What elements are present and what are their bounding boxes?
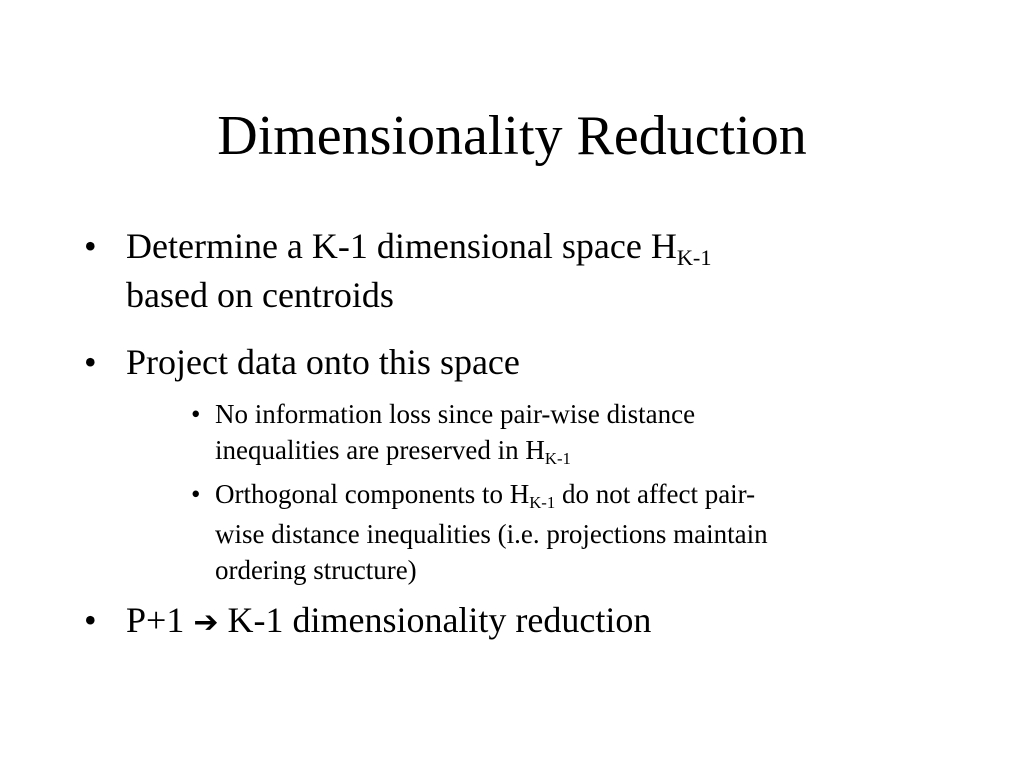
bullet-text-continuation: based on centroids	[126, 275, 394, 315]
subscript: K-1	[676, 245, 712, 271]
subscript: K-1	[544, 449, 571, 469]
bullet-text-after-arrow: K-1 dimensionality reduction	[218, 600, 652, 640]
bullet-text-line1: No information loss since pair-wise distance	[215, 399, 696, 429]
subbullet-orthogonal-components	[191, 476, 921, 588]
bullet-marker: •	[191, 399, 201, 429]
bullet-text-line1: Orthogonal components to H	[215, 479, 530, 509]
bullet-text-main: Determine a K-1 dimensional space H	[126, 226, 677, 266]
bullet-text-before-arrow: P+1	[126, 600, 194, 640]
bullet-marker: •	[191, 479, 201, 509]
bullet-determine-space	[84, 224, 914, 317]
bullet-text	[126, 598, 914, 645]
bullet-dimensionality-reduction	[84, 598, 914, 645]
bullet-marker: •	[84, 600, 97, 640]
bullet-text-line3: ordering structure)	[215, 555, 417, 585]
slide-title: Dimensionality Reduction	[217, 105, 807, 167]
bullet-text-line1-after: do not affect pair-	[555, 479, 756, 509]
bullet-project-data	[84, 340, 914, 384]
bullet-text	[215, 476, 921, 588]
bullet-text-line2: wise distance inequalities (i.e. projections maintain	[215, 519, 768, 549]
bullet-text-line2: inequalities are preserved in H	[215, 435, 545, 465]
bullet-text	[126, 224, 914, 317]
bullet-text: Project data onto this space	[126, 342, 520, 382]
bullet-text	[215, 396, 921, 472]
subbullet-no-information-loss	[191, 396, 921, 472]
bullet-marker: •	[84, 342, 97, 382]
bullet-marker: •	[84, 226, 97, 266]
arrow-right-icon: ➔	[193, 605, 219, 640]
subscript: K-1	[529, 493, 556, 513]
